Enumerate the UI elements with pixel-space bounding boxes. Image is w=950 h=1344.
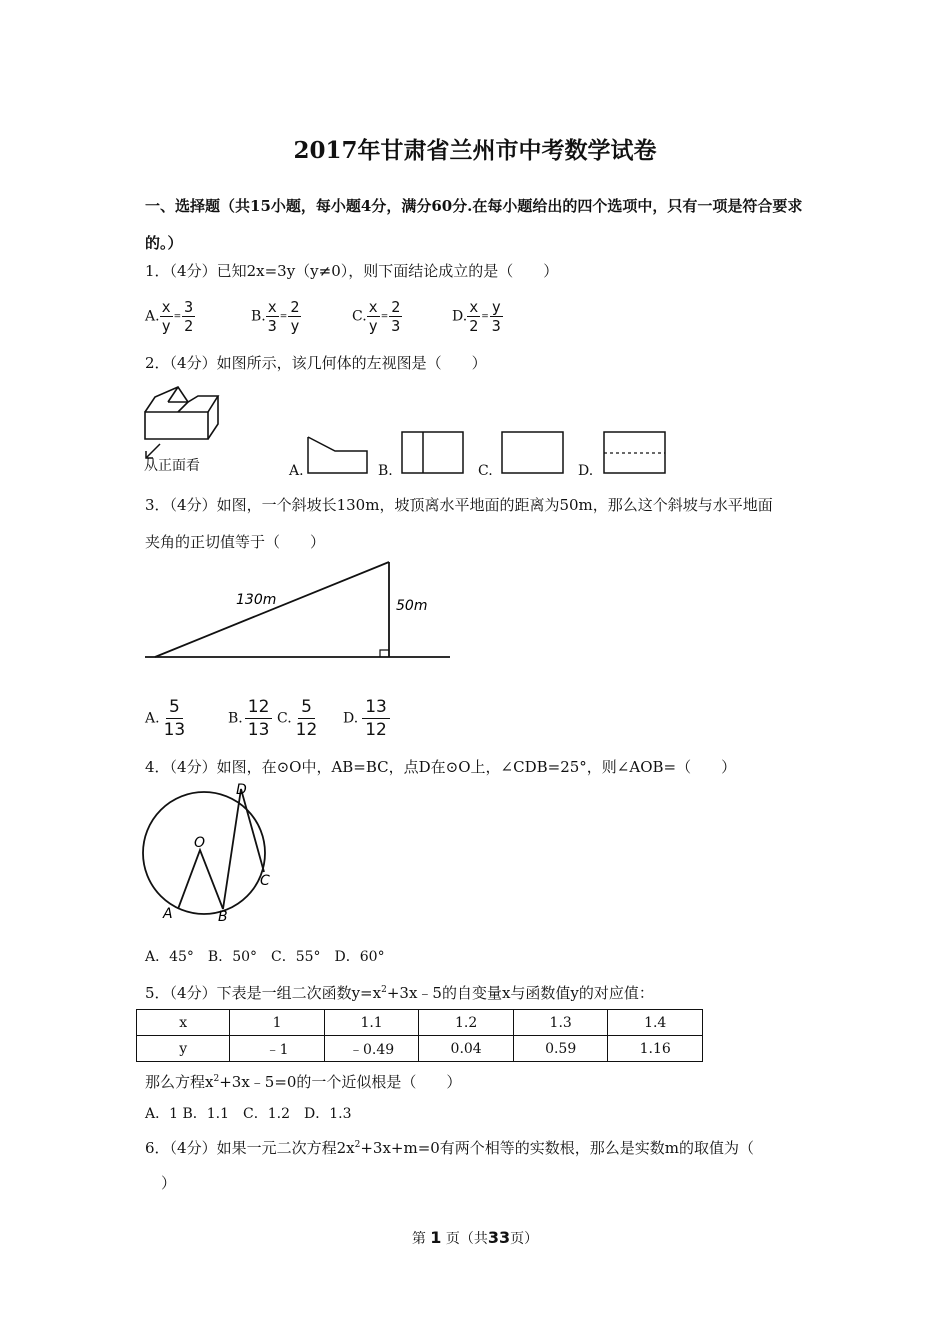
section-heading: 一、选择题（共15小题，每小题4分，满分60分.在每小题给出的四个选项中，只有一项是符合要求的。） [145,197,803,252]
table-row [137,1036,703,1062]
option-label: A. [145,308,160,325]
q4-options: A．45° B．50° C．55° D．60° [145,949,385,965]
option-label: C. [277,710,292,727]
q1-stem: 1．（4分）已知2x=3y（y≠0），则下面结论成立的是（ ） [145,262,559,280]
fraction: $\frac{y}{3}$ [491,298,501,335]
q2-option-d-shape [602,430,668,476]
table-cell: ﹣0.49 [324,1036,419,1062]
solid-side-edges [208,396,218,439]
q5-options: A．1 B．1.1 C．1.2 D．1.3 [145,1106,352,1122]
table-cell: 0.59 [513,1036,608,1062]
q2-option-c-label: C. [478,463,493,479]
point-c-label: C [260,873,270,889]
q5-value-table [136,1009,703,1062]
table-cell: 0.04 [419,1036,514,1062]
option-label: C. [352,308,367,325]
q3-slope-figure [140,556,460,666]
option-label: B. [251,308,266,325]
q3-option-c [277,696,321,741]
table-cell: x [137,1010,230,1036]
q2-option-d-label: D. [578,463,594,479]
fraction: $\frac{x}{2}$ [469,298,479,335]
q6-stem: 6．（4分）如果一元二次方程$2x^2+3x+m=0$有两个相等的实数根，那么是实数m的取值为（ [145,1139,755,1157]
table-cell: 1 [230,1010,324,1036]
table-cell: 1.3 [513,1010,608,1036]
q2-figure-caption: 从正面看 [144,458,200,474]
option-label: D. [343,710,359,727]
table-cell: 1.4 [608,1010,703,1036]
q2-option-a-shape [305,434,370,476]
q4-stem: 4．（4分）如图，在⊙O中，AB=BC，点D在⊙O上，∠CDB=25°，则∠AOB=（ ） [145,758,737,776]
slope-label: 130m [236,592,277,608]
q2-option-a-label: A. [289,463,304,479]
q1-option-b: B. $\frac{x}{3}$ = $\frac{2}{y}$ [251,298,300,335]
q5-followup: 那么方程$x^2+3x﹣5=0$的一个近似根是（ ） [145,1073,462,1091]
q1-option-d: D. $\frac{x}{2}$ = $\frac{y}{3}$ [452,298,501,335]
fraction: $\frac{12}{13}$ [245,696,273,741]
table-cell: 1.1 [324,1010,419,1036]
q2-stem: 2．（4分）如图所示，该几何体的左视图是（ ） [145,354,487,372]
q3-option-b [228,696,272,741]
height-label: 50m [396,598,428,614]
table-cell: y [137,1036,230,1062]
fraction: $\frac{x}{y}$ [368,298,378,335]
fraction: $\frac{x}{3}$ [267,298,277,335]
q4-circle-figure [138,778,288,928]
point-d-label: D [236,782,247,798]
q2-option-b-label: B. [378,463,393,479]
table-row [137,1010,703,1036]
q3-stem-line1: 3．（4分）如图，一个斜坡长130m，坡顶离水平地面的距离为50m，那么这个斜坡与水平地面 [145,496,773,514]
point-o-label: O [194,835,206,851]
point-b-label: B [218,909,228,925]
point-a-label: A [163,906,173,922]
q5-stem: 5．（4分）下表是一组二次函数$y=x^2+3x﹣5$的自变量x与函数值y的对应值： [145,984,654,1002]
fraction: $\frac{5}{13}$ [163,697,186,740]
fraction: $\frac{3}{2}$ [184,298,194,335]
q1-option-a: A. $\frac{x}{y}$ = $\frac{3}{2}$ [145,298,194,335]
fraction: $\frac{2}{y}$ [290,298,300,335]
page-number: 1 [430,1228,442,1247]
solid-front-face [145,412,208,439]
q2-option-b-shape [400,430,466,476]
option-label: B. [228,710,243,727]
radii-oa-ob [178,850,223,909]
fraction: $\frac{2}{3}$ [391,298,401,335]
q3-option-d [343,696,394,741]
fraction: $\frac{13}{12}$ [362,696,390,741]
page-footer: 第 1 页（共33页） [411,1228,539,1247]
fraction: $\frac{5}{12}$ [295,697,318,740]
q3-stem-line2: 夹角的正切值等于（ ） [145,533,326,551]
q2-option-c-shape [500,430,566,476]
option-label: D. [452,308,468,325]
table-cell: 1.2 [419,1010,514,1036]
option-label: A. [145,710,160,727]
slope-line [155,562,389,657]
page-total: 33 [487,1228,511,1247]
page-title: 2017年甘肃省兰州市中考数学试卷 [293,137,657,164]
q1-option-c: C. $\frac{x}{y}$ = $\frac{2}{3}$ [352,298,401,335]
q2-solid-figure [140,382,230,442]
q3-option-a [145,696,189,741]
q3-options [145,696,565,742]
table-cell: ﹣1 [230,1036,324,1062]
fraction: $\frac{x}{y}$ [161,298,171,335]
table-cell: 1.16 [608,1036,703,1062]
q6-stem-line2: ） [161,1174,177,1192]
right-angle-mark [380,650,389,657]
q1-options [145,298,565,340]
